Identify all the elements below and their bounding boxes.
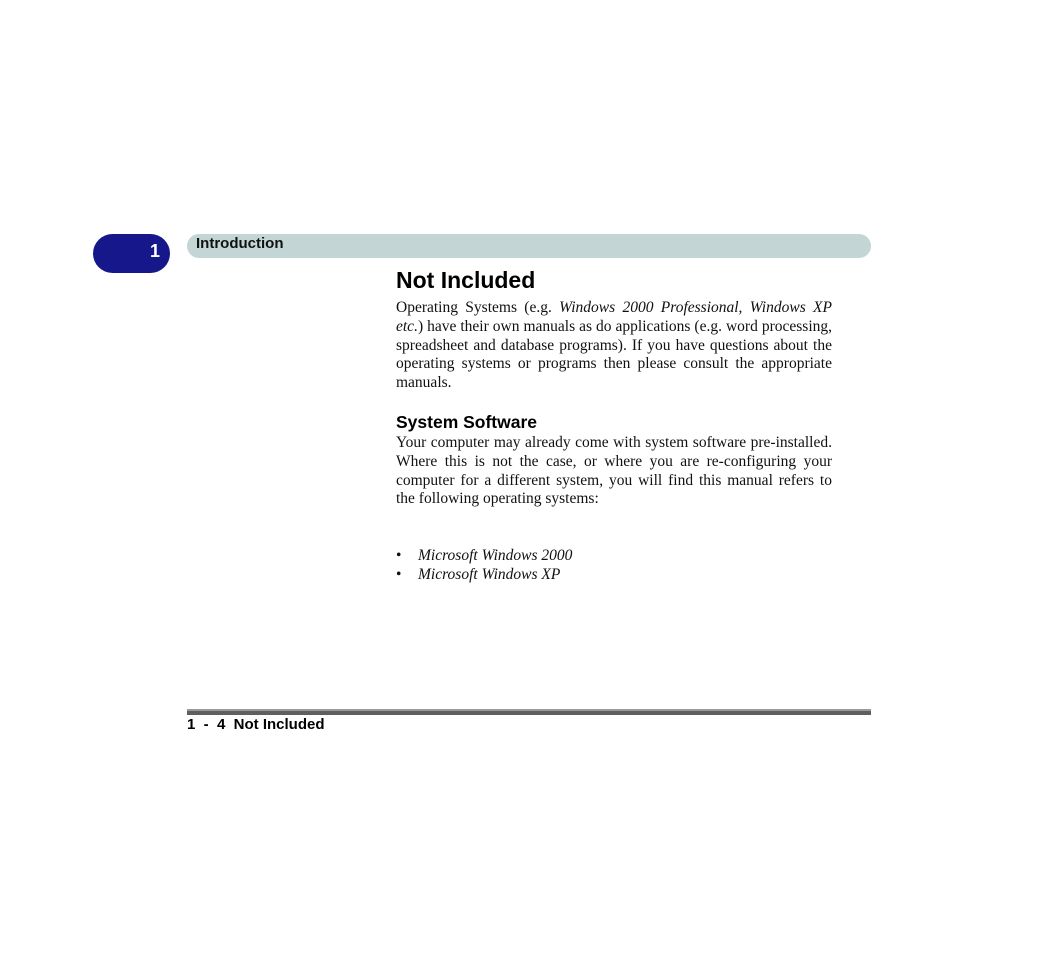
footer-divider (187, 709, 871, 715)
bullet-icon: • (396, 547, 402, 565)
list-item-text: Microsoft Windows XP (418, 566, 561, 584)
chapter-number: 1 (149, 241, 160, 261)
os-list (396, 546, 832, 584)
section-header-bar (187, 234, 871, 258)
system-software-paragraph: Your computer may already come with system software pre-installed. Where this is not the case, or where you are re-configuring your computer for a different system, you will find this manual refers to the following operating systems: (396, 433, 832, 508)
bullet-icon: • (396, 566, 402, 584)
not-included-paragraph (396, 299, 832, 393)
list-item-text: Microsoft Windows 2000 (418, 547, 573, 565)
main-content (396, 265, 832, 584)
section-label: Introduction (196, 235, 284, 252)
list-item (396, 546, 832, 565)
chapter-tab (93, 234, 170, 273)
paragraph-italic-text: Windows 2000 Professional, Windows XP etc. (396, 299, 832, 335)
paragraph-text: Operating Systems (e.g. (396, 299, 560, 316)
list-item (396, 565, 832, 584)
paragraph-text: ) have their own manuals as do applications (e.g. word processing, spreadsheet and database programs). If you have questions about the operating systems or programs then please consult the appropriate manuals. (396, 317, 832, 392)
footer-page-label: 1 - 4 Not Included (187, 716, 325, 733)
section-subtitle: System Software (396, 411, 538, 432)
page-title: Not Included (396, 267, 536, 293)
